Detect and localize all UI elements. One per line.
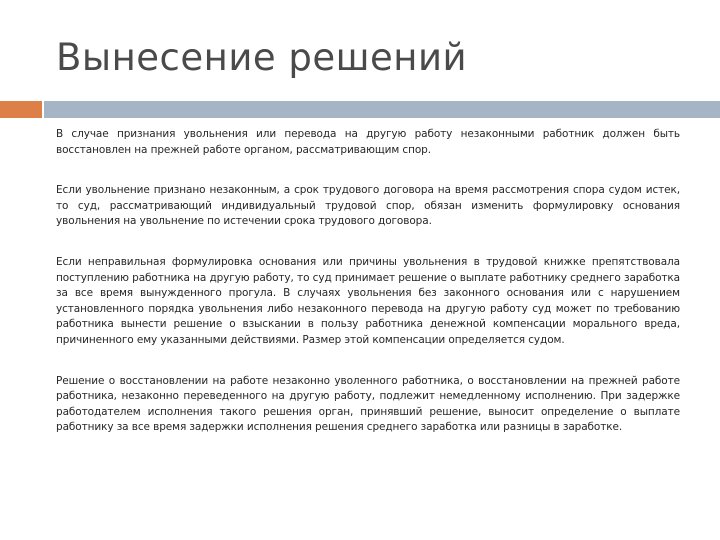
- slide-body: [56, 127, 680, 436]
- paragraph-reinstatement: В случае признания увольнения или перевода на другую работу незаконными работник должен быть восстановлен на прежней работе органом, рассматривающим спор.: [56, 128, 680, 156]
- title-accent-block: [0, 101, 42, 118]
- slide-title: Вынесение решений: [56, 36, 468, 79]
- paragraph-forced-absence-pay: Если неправильная формулировка основания или причины увольнения в трудовой книжке препятствовала поступлению работника на другую работу, то суд принимает решение о выплате работнику среднего заработка за все время вынужденного прогула. В случаях увольнения без законного основания или с нарушением установленного порядка увольнения либо незаконного перевода на другую работу суд может по требованию работника вынести решение о взыскании в пользу работника денежной компенсации морального вреда, причиненного ему указанными действиями. Размер этой компенсации определяется судом.: [56, 255, 680, 346]
- paragraph-immediate-execution: Решение о восстановлении на работе незаконно уволенного работника, о восстановлении на прежней работе работника, незаконно переведенного на другую работу, подлежит немедленному исполнению. При задержке работодателем исполнения такого решения орган, принявший решение, выносит определение о выплате работнику за все время задержки исполнения решения среднего заработка или разницы в заработке.: [56, 374, 680, 434]
- title-divider-bar: [44, 101, 720, 118]
- paragraph-contract-expired: Если увольнение признано незаконным, а срок трудового договора на время рассмотрения спора судом истек, то суд, рассматривающий индивидуальный трудовой спор, обязан изменить формулировку основания увольнения на увольнение по истечении срока трудового договора.: [56, 184, 680, 228]
